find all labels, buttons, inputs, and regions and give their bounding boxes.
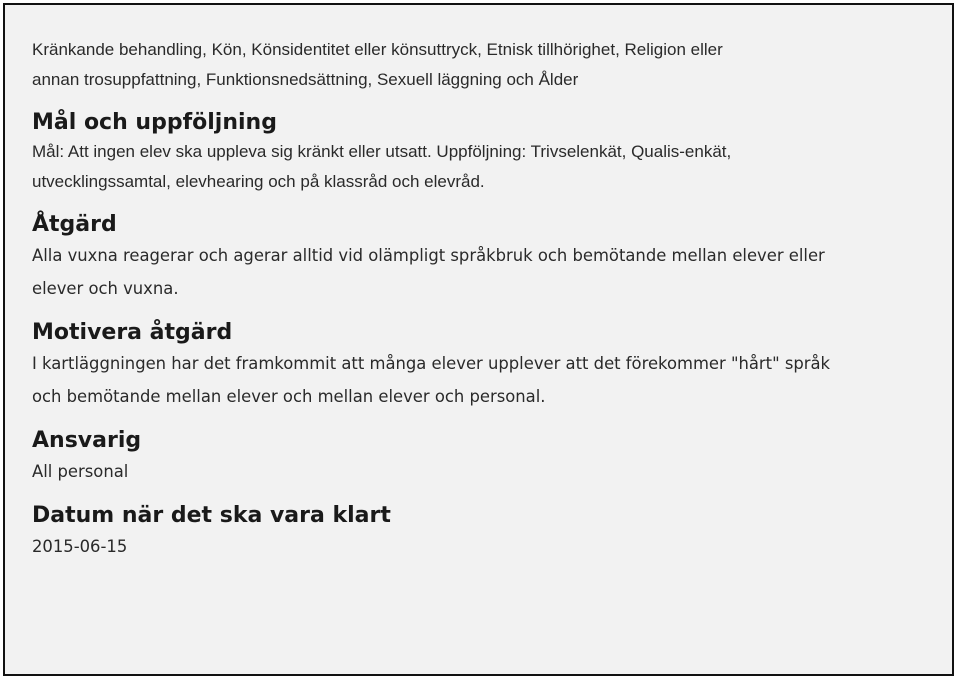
motivation-section — [32, 319, 932, 413]
intro-section — [32, 35, 932, 95]
motivation-line-1: I kartläggningen har det framkommit att många elever upplever att det förekommer "hårt" språk — [32, 354, 831, 373]
deadline-heading: Datum när det ska vara klart — [32, 503, 391, 528]
deadline-value: 2015-06-15 — [32, 537, 128, 556]
deadline-section — [32, 502, 932, 563]
intro-line-2: annan trosuppfattning, Funktionsnedsättning, Sexuell läggning och Ålder — [32, 70, 579, 89]
responsible-heading: Ansvarig — [32, 428, 142, 453]
goals-line-1: Mål: Att ingen elev ska uppleva sig kränkt eller utsatt. Uppföljning: Trivselenkät, Qualis-enkät, — [32, 142, 732, 161]
goals-line-2: utvecklingssamtal, elevhearing och på klassråd och elevråd. — [32, 172, 485, 191]
intro-line-1: Kränkande behandling, Kön, Könsidentitet eller könsuttryck, Etnisk tillhörighet, Religion eller — [32, 40, 723, 59]
goals-heading: Mål och uppföljning — [32, 110, 277, 135]
responsible-section — [32, 427, 932, 488]
action-line-2: elever och vuxna. — [32, 279, 179, 298]
document-content — [32, 35, 932, 563]
action-section — [32, 211, 932, 305]
motivation-heading: Motivera åtgärd — [32, 320, 233, 345]
action-heading: Åtgärd — [32, 212, 117, 237]
action-line-1: Alla vuxna reagerar och agerar alltid vid olämpligt språkbruk och bemötande mellan elever eller — [32, 246, 825, 265]
document-panel — [3, 3, 954, 676]
motivation-line-2: och bemötande mellan elever och mellan elever och personal. — [32, 387, 546, 406]
goals-section — [32, 109, 932, 197]
responsible-value: All personal — [32, 462, 129, 481]
